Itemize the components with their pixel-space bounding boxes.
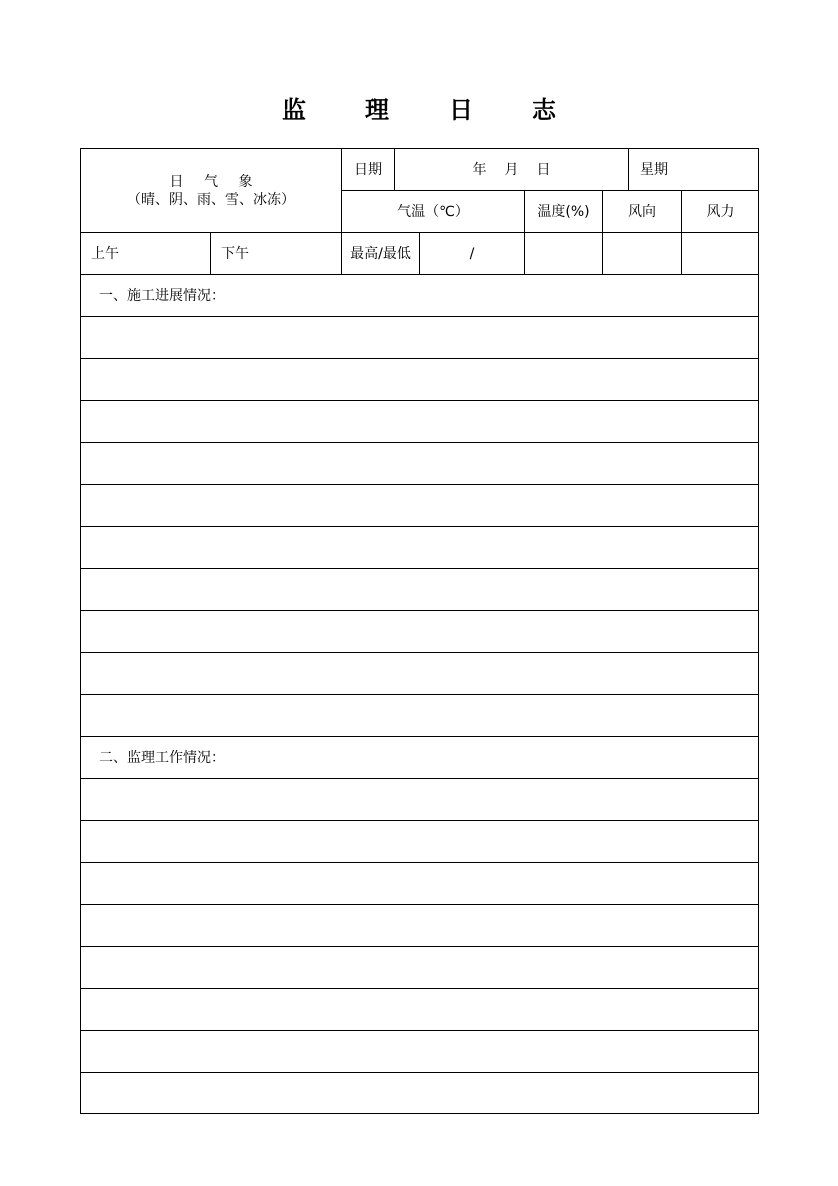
- supervision-work-heading: [80, 736, 759, 778]
- supervision-log-form: [80, 148, 759, 1114]
- title-char: 志: [532, 95, 556, 124]
- supervision-work-line[interactable]: [80, 988, 759, 1030]
- supervision-work-label: 二、监理工作情况：: [99, 749, 225, 766]
- supervision-work-line[interactable]: [80, 862, 759, 904]
- high-low-separator: /: [469, 245, 475, 262]
- date-label-cell: 日期: [341, 148, 394, 190]
- temperature-value-cell[interactable]: [419, 232, 524, 274]
- title-char: 日: [449, 95, 473, 124]
- construction-progress-line[interactable]: [80, 526, 759, 568]
- title-char: 监: [282, 95, 306, 124]
- supervision-work-line[interactable]: [80, 778, 759, 820]
- supervision-work-line[interactable]: [80, 946, 759, 988]
- construction-progress-line[interactable]: [80, 610, 759, 652]
- afternoon-label: 下午: [221, 245, 249, 262]
- title-char: 理: [365, 95, 389, 124]
- construction-progress-line[interactable]: [80, 484, 759, 526]
- wind-direction-value-cell[interactable]: [602, 232, 681, 274]
- construction-progress-line[interactable]: [80, 358, 759, 400]
- humidity-label-cell: 温度(%): [524, 190, 602, 232]
- wind-force-value-cell[interactable]: [681, 232, 759, 274]
- wind-direction-label-cell: 风向: [602, 190, 681, 232]
- construction-progress-line[interactable]: [80, 694, 759, 736]
- humidity-value-cell[interactable]: [524, 232, 602, 274]
- date-month-label: 月: [504, 161, 519, 178]
- construction-progress-heading: [80, 274, 759, 316]
- supervision-work-line[interactable]: [80, 1030, 759, 1072]
- construction-progress-line[interactable]: [80, 442, 759, 484]
- construction-progress-line[interactable]: [80, 652, 759, 694]
- date-year-label: 年: [472, 161, 487, 178]
- temperature-label-cell: 气温（℃）: [341, 190, 524, 232]
- date-value-cell[interactable]: [394, 148, 628, 190]
- date-day-label: 日: [536, 161, 551, 178]
- supervision-work-line[interactable]: [80, 904, 759, 946]
- construction-progress-line[interactable]: [80, 316, 759, 358]
- construction-progress-label: 一、施工进展情况：: [99, 287, 225, 304]
- afternoon-weather-cell[interactable]: [210, 232, 341, 274]
- high-low-label-cell: 最高/最低: [341, 232, 419, 274]
- weather-header-cell: [80, 148, 341, 232]
- weekday-cell[interactable]: [628, 148, 759, 190]
- wind-force-label-cell: 风力: [681, 190, 759, 232]
- construction-progress-line[interactable]: [80, 568, 759, 610]
- weather-label: 日 气 象: [169, 173, 261, 190]
- weather-options: （晴、阴、雨、雪、冰冻）: [127, 191, 295, 208]
- construction-progress-line[interactable]: [80, 400, 759, 442]
- supervision-work-line[interactable]: [80, 1072, 759, 1114]
- supervision-work-line[interactable]: [80, 820, 759, 862]
- morning-label: 上午: [91, 245, 119, 262]
- page-title: [0, 92, 838, 128]
- morning-weather-cell[interactable]: [80, 232, 210, 274]
- weekday-label: 星期: [640, 161, 668, 178]
